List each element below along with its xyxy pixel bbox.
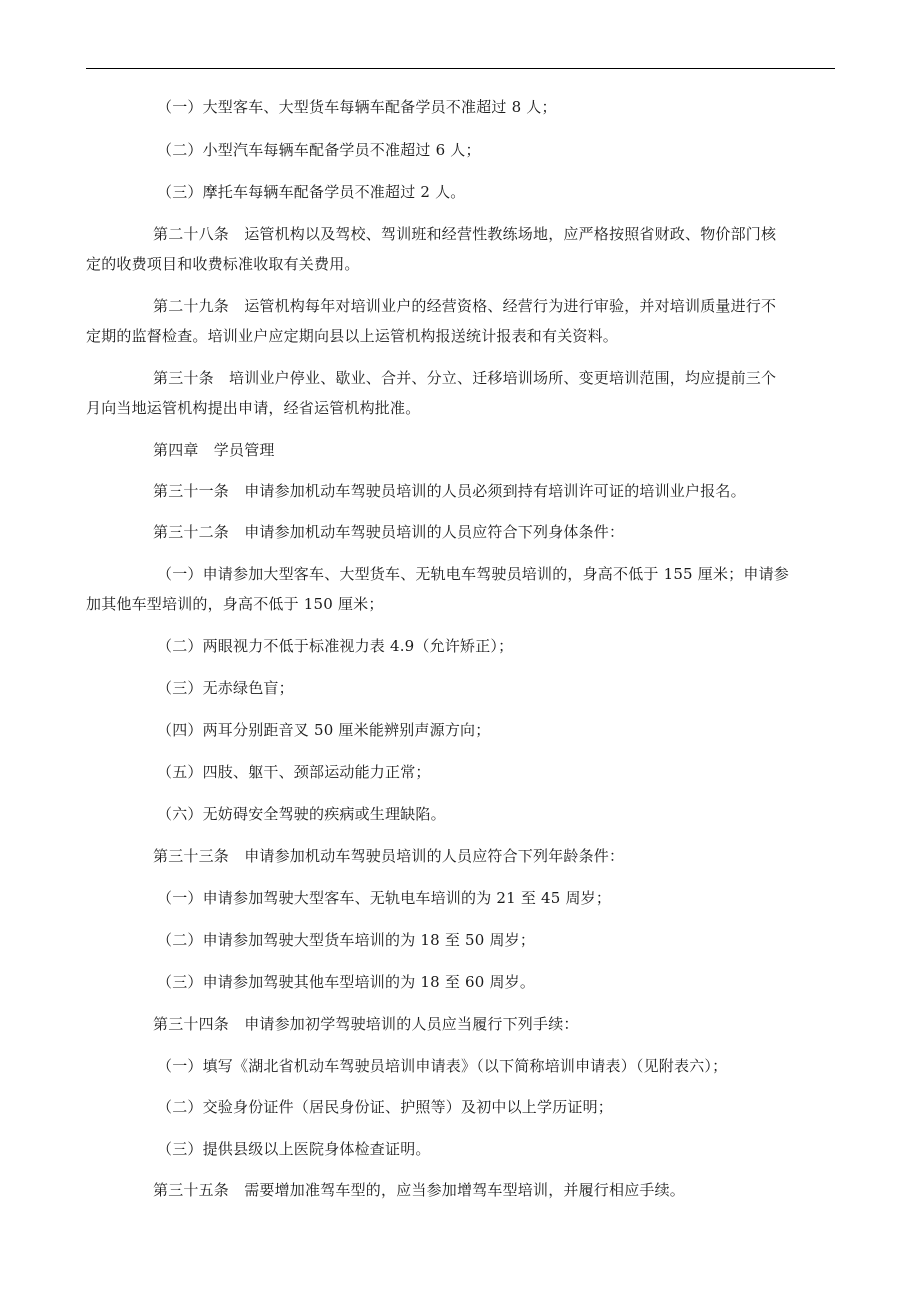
header-rule bbox=[86, 68, 835, 69]
text-line: （四）两耳分别距音叉 50 厘米能辨别声源方向； bbox=[157, 721, 491, 739]
text-line: 第三十一条 申请参加机动车驾驶员培训的人员必须到持有培训许可证的培训业户报名。 bbox=[153, 482, 746, 500]
text-line: （二）两眼视力不低于标准视力表 4.9（允许矫正）； bbox=[157, 637, 514, 655]
text-line: （二）交验身份证件（居民身份证、护照等）及初中以上学历证明； bbox=[157, 1098, 614, 1116]
text-line: 第三十三条 申请参加机动车驾驶员培训的人员应符合下列年龄条件： bbox=[153, 847, 625, 865]
text-line: 加其他车型培训的，身高不低于 150 厘米； bbox=[86, 595, 384, 613]
text-line: （一）申请参加驾驶大型客车、无轨电车培训的为 21 至 45 周岁； bbox=[157, 889, 612, 907]
text-line: 第二十九条 运管机构每年对培训业户的经营资格、经营行为进行审验，并对培训质量进行不 bbox=[153, 297, 777, 315]
chapter-heading: 第四章 学员管理 bbox=[153, 441, 275, 459]
text-line: 定期的监督检查。培训业户应定期向县以上运管机构报送统计报表和有关资料。 bbox=[86, 327, 619, 345]
text-line: （二）小型汽车每辆车配备学员不准超过 6 人； bbox=[157, 141, 481, 159]
text-line: （三）提供县级以上医院身体检查证明。 bbox=[157, 1140, 431, 1158]
text-line: （三）摩托车每辆车配备学员不准超过 2 人。 bbox=[157, 183, 466, 201]
text-line: （五）四肢、躯干、颈部运动能力正常； bbox=[157, 763, 431, 781]
text-line: 第三十五条 需要增加准驾车型的，应当参加增驾车型培训，并履行相应手续。 bbox=[153, 1181, 686, 1199]
text-line: 第三十四条 申请参加初学驾驶培训的人员应当履行下列手续： bbox=[153, 1015, 579, 1033]
text-line: 第三十二条 申请参加机动车驾驶员培训的人员应符合下列身体条件： bbox=[153, 523, 625, 541]
text-line: （二）申请参加驾驶大型货车培训的为 18 至 50 周岁； bbox=[157, 931, 536, 949]
text-line: （一）填写《湖北省机动车驾驶员培训申请表》（以下简称培训申请表）（见附表六）； bbox=[157, 1057, 728, 1075]
text-line: （一）申请参加大型客车、大型货车、无轨电车驾驶员培训的，身高不低于 155 厘米；申请参 bbox=[157, 565, 789, 583]
text-line: 第三十条 培训业户停业、歇业、合并、分立、迁移培训场所、变更培训范围，均应提前三个 bbox=[153, 369, 777, 387]
text-line: （六）无妨碍安全驾驶的疾病或生理缺陷。 bbox=[157, 805, 446, 823]
text-line: （三）无赤绿色盲； bbox=[157, 679, 294, 697]
text-line: （一）大型客车、大型货车每辆车配备学员不准超过 8 人； bbox=[157, 98, 557, 116]
text-line: 月向当地运管机构提出申请，经省运管机构批准。 bbox=[86, 399, 421, 417]
text-line: （三）申请参加驾驶其他车型培训的为 18 至 60 周岁。 bbox=[157, 973, 536, 991]
text-line: 定的收费项目和收费标准收取有关费用。 bbox=[86, 255, 360, 273]
text-line: 第二十八条 运管机构以及驾校、驾训班和经营性教练场地，应严格按照省财政、物价部门核 bbox=[153, 225, 777, 243]
